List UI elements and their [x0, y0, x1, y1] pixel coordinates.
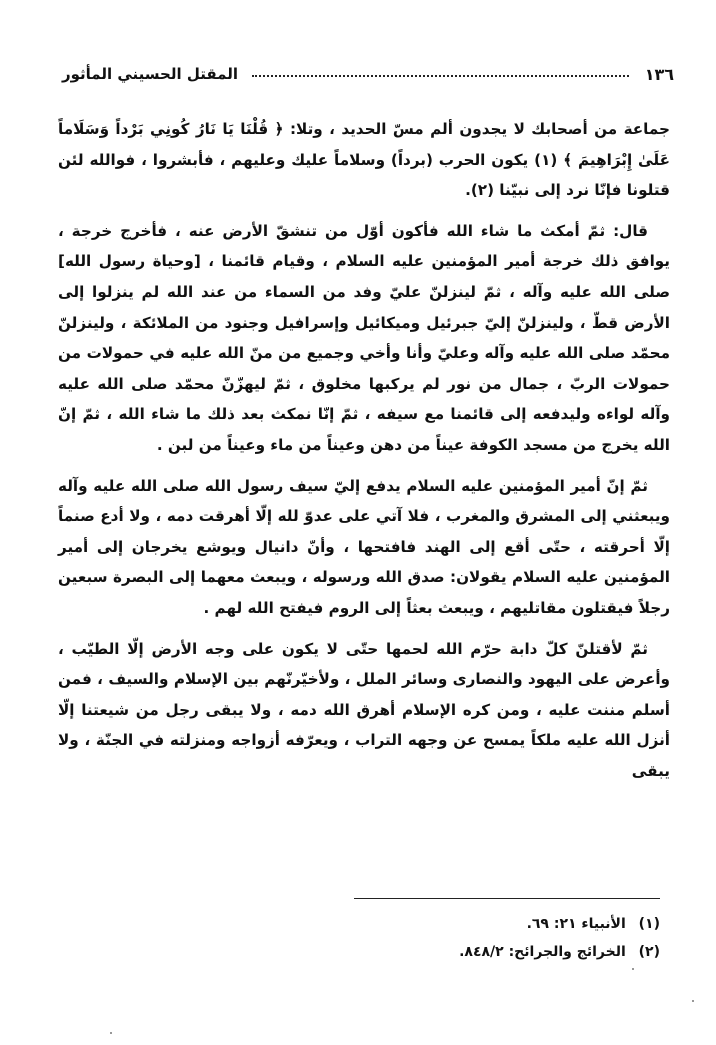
- page-number: ١٣٦: [644, 64, 674, 84]
- main-text: [58, 114, 670, 796]
- footnote-text: الأنبياء ٢١: ٦٩.: [526, 916, 626, 932]
- footnote-divider: [354, 898, 660, 899]
- header-dotted-leader: [252, 75, 629, 77]
- scan-speck: [692, 1000, 694, 1002]
- scan-speck: [110, 1032, 112, 1034]
- footnote: [48, 910, 660, 938]
- footnote: [48, 938, 660, 966]
- footnote-number: (٢): [638, 944, 660, 960]
- running-header: [62, 62, 674, 86]
- scan-speck: [632, 968, 634, 970]
- footnotes: [48, 910, 660, 966]
- paragraph: ثمّ لأقتلنّ كلّ دابة حرّم الله لحمها حتّى لا يكون على وجه الأرض إلّا الطيّب ، وأعرض على اليهود والنصارى وسائر الملل ، ولأخيّرنّهم بين الإسلام والسيف ، فمن أسلم مننت عليه ، ومن كره الإسلام أهرق الله دمه ، ولا يبقى رجل من شيعتنا إلّا أنزل الله عليه ملكاً يمسح عن وجهه التراب ، ويعرّفه أزواجه ومنزلته في الجنّة ، ولا يبقى: [58, 639, 670, 780]
- footnote-text: الخرائج والجرائح: ٨٤٨/٢.: [459, 944, 626, 960]
- footnote-number: (١): [638, 916, 660, 932]
- book-title: المقتل الحسيني المأثور: [62, 65, 238, 83]
- paragraph: قال: ثمّ أمكث ما شاء الله فأكون أوّل من تنشقّ الأرض عنه ، فأخرج خرجة ، يوافق ذلك خرجة أمير المؤمنين عليه السلام ، وقيام قائمنا ، [وحياة رسول الله] صلى الله عليه وآله ، ثمّ لينزلنّ عليّ وفد من السماء من عند الله لم ينزلوا إلى الأرض قطّ ، ولينزلنّ إليّ جبرئيل وميكائيل وإسرافيل وجنود من الملائكة ، ولينزلنّ محمّد صلى الله عليه وآله وعليّ وأنا وأخي وجميع من منّ الله عليه في حمولات من حمولات الربّ ، جمال من نور لم يركبها مخلوق ، ثمّ ليهزّنّ محمّد صلى الله عليه وآله لواءه وليدفعه إلى قائمنا مع سيفه ، ثمّ إنّا نمكث بعد ذلك ما شاء الله ، ثمّ إنّ الله يخرج من مسجد الكوفة عيناً من دهن وعيناً من ماء وعيناً من لبن .: [58, 221, 670, 454]
- paragraph: جماعة من أصحابك لا يجدون ألم مسّ الحديد ، وتلا: ﴿ قُلْنَا يَا نَارُ كُونِي بَرْداً وَسَلَاماً عَلَىٰ إِبْرَاهِيمَ ﴾ (١) يكون الحرب (برداً) وسلاماً عليك وعليهم ، فأبشروا ، فوالله لئن قتلونا فإنّا نرد إلى نبيّنا (٢).: [58, 120, 670, 200]
- paragraph: ثمّ إنّ أمير المؤمنين عليه السلام يدفع إليّ سيف رسول الله صلى الله عليه وآله ويبعثني إلى المشرق والمغرب ، فلا آتي على عدوّ لله إلّا أهرقت دمه ، ولا أدع صنماً إلّا أحرقته ، حتّى أقع إلى الهند فافتحها ، وأنّ دانيال ويوشع يخرجان إلى أمير المؤمنين عليه السلام يقولان: صدق الله ورسوله ، ويبعث معهما إلى البصرة سبعين رجلاً فيقتلون مقاتليهم ، ويبعث بعثاً إلى الروم فيفتح الله لهم .: [58, 476, 670, 617]
